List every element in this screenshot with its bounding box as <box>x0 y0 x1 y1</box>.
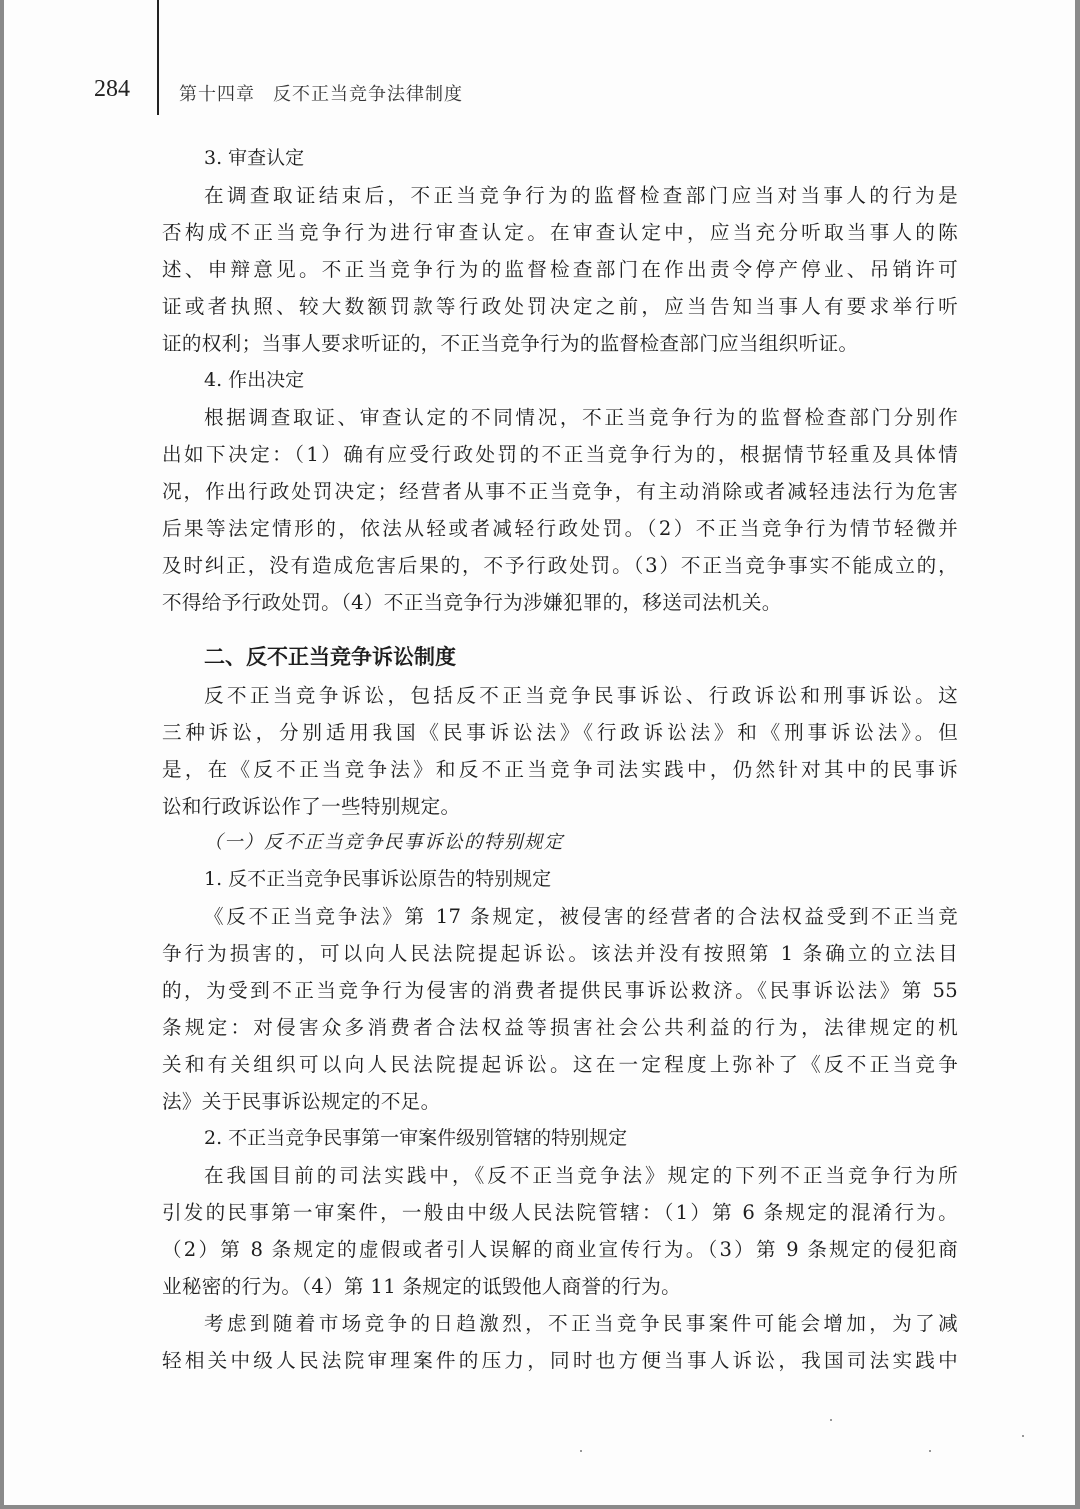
paragraph-open-block <box>162 1305 958 1379</box>
paragraph-line: 后果等法定情形的，依法从轻或者减轻行政处罚。（2）不正当竞争行为情节轻微并 <box>162 517 958 540</box>
paragraph-line: 讼和行政诉讼作了一些特别规定。 <box>162 795 461 818</box>
numbered-heading: 4. 作出决定 <box>204 369 305 391</box>
paragraph-line: 证或者执照、较大数额罚款等行政处罚决定之前，应当告知当事人有要求举行听 <box>162 295 958 318</box>
paragraph-line: 考虑到随着市场竞争的日趋激烈，不正当竞争民事案件可能会增加，为了减 <box>204 1312 958 1335</box>
running-head <box>179 80 463 106</box>
header-divider <box>157 0 159 115</box>
paragraph-line: 轻相关中级人民法院审理案件的压力，同时也方便当事人诉讼，我国司法实践中 <box>162 1349 958 1372</box>
paragraph-block <box>162 1157 958 1305</box>
sub-heading-block <box>162 1120 958 1157</box>
sub-heading-block <box>162 861 958 898</box>
paragraph-block <box>162 177 958 362</box>
paragraph-line: 《反不正当竞争法》第 17 条规定，被侵害的经营者的合法权益受到不正当竞 <box>204 905 958 928</box>
paragraph-line: 业秘密的行为。（4）第 11 条规定的诋毁他人商誉的行为。 <box>162 1275 682 1298</box>
page-number: 284 <box>94 76 130 102</box>
paragraph-line: 及时纠正，没有造成危害后果的，不予行政处罚。（3）不正当竞争事实不能成立的， <box>162 554 958 577</box>
paragraph-line: 述、申辩意见。不正当竞争行为的监督检查部门在作出责令停产停业、吊销许可 <box>162 258 958 281</box>
paragraph-block <box>162 677 958 825</box>
sub-heading-block <box>162 140 958 177</box>
numbered-heading: 2. 不正当竞争民事第一审案件级别管辖的特别规定 <box>204 1127 628 1149</box>
paragraph-line: 法》关于民事诉讼规定的不足。 <box>162 1090 441 1113</box>
paragraph-line: 是，在《反不正当竞争法》和反不正当竞争司法实践中，仍然针对其中的民事诉 <box>162 758 958 781</box>
subsection-heading: （一）反不正当竞争民事诉讼的特别规定 <box>204 832 565 853</box>
paragraph-line: 不得给予行政处罚。（4）不正当竞争行为涉嫌犯罪的，移送司法机关。 <box>162 591 782 614</box>
chapter-label: 第十四章 <box>179 84 255 105</box>
chapter-title: 反不正当竞争法律制度 <box>273 84 463 105</box>
numbered-heading: 3. 审查认定 <box>204 147 305 169</box>
paragraph-line: 反不正当竞争诉讼，包括反不正当竞争民事诉讼、行政诉讼和刑事诉讼。这 <box>204 684 958 707</box>
section-heading-block <box>162 637 958 677</box>
scan-speck <box>580 1450 582 1452</box>
document-page <box>4 0 1075 1505</box>
paragraph-line: 证的权利；当事人要求听证的，不正当竞争行为的监督检查部门应当组织听证。 <box>162 332 859 355</box>
paragraph-line: 引发的民事第一审案件，一般由中级人民法院管辖：（1）第 6 条规定的混淆行为。 <box>162 1201 958 1224</box>
scan-speck <box>1022 1435 1024 1437</box>
numbered-heading: 1. 反不正当竞争民事诉讼原告的特别规定 <box>204 868 552 890</box>
scan-speck <box>929 1450 931 1452</box>
paragraph-line: 出如下决定：（1）确有应受行政处罚的不正当竞争行为的，根据情节轻重及具体情 <box>162 443 958 466</box>
paragraph-line: 在调查取证结束后，不正当竞争行为的监督检查部门应当对当事人的行为是 <box>204 184 958 207</box>
paragraph-line: 在我国目前的司法实践中，《反不正当竞争法》规定的下列不正当竞争行为所 <box>204 1164 958 1187</box>
paragraph-line: 的，为受到不正当竞争行为侵害的消费者提供民事诉讼救济。《民事诉讼法》第 55 <box>162 979 958 1002</box>
section-heading: 二、反不正当竞争诉讼制度 <box>204 645 456 669</box>
paragraph-line: 争行为损害的，可以向人民法院提起诉讼。该法并没有按照第 1 条确立的立法目 <box>162 942 958 965</box>
paragraph-line: 关和有关组织可以向人民法院提起诉讼。这在一定程度上弥补了《反不正当竞争 <box>162 1053 958 1076</box>
paragraph-block <box>162 399 958 621</box>
paragraph-line: 三种诉讼，分别适用我国《民事诉讼法》《行政诉讼法》和《刑事诉讼法》。但 <box>162 721 958 744</box>
kai-heading-block <box>162 825 958 861</box>
paragraph-line: 况，作出行政处罚决定；经营者从事不正当竞争，有主动消除或者减轻违法行为危害 <box>162 480 958 503</box>
sub-heading-block <box>162 362 958 399</box>
scan-speck <box>830 1419 832 1421</box>
paragraph-line: 根据调查取证、审查认定的不同情况，不正当竞争行为的监督检查部门分别作 <box>204 406 958 429</box>
body-text <box>162 140 958 1379</box>
paragraph-line: 否构成不正当竞争行为进行审查认定。在审查认定中，应当充分听取当事人的陈 <box>162 221 958 244</box>
paragraph-line: 条规定：对侵害众多消费者合法权益等损害社会公共利益的行为，法律规定的机 <box>162 1016 958 1039</box>
paragraph-line: （2）第 8 条规定的虚假或者引人误解的商业宣传行为。（3）第 9 条规定的侵犯商 <box>162 1238 958 1261</box>
paragraph-block <box>162 898 958 1120</box>
